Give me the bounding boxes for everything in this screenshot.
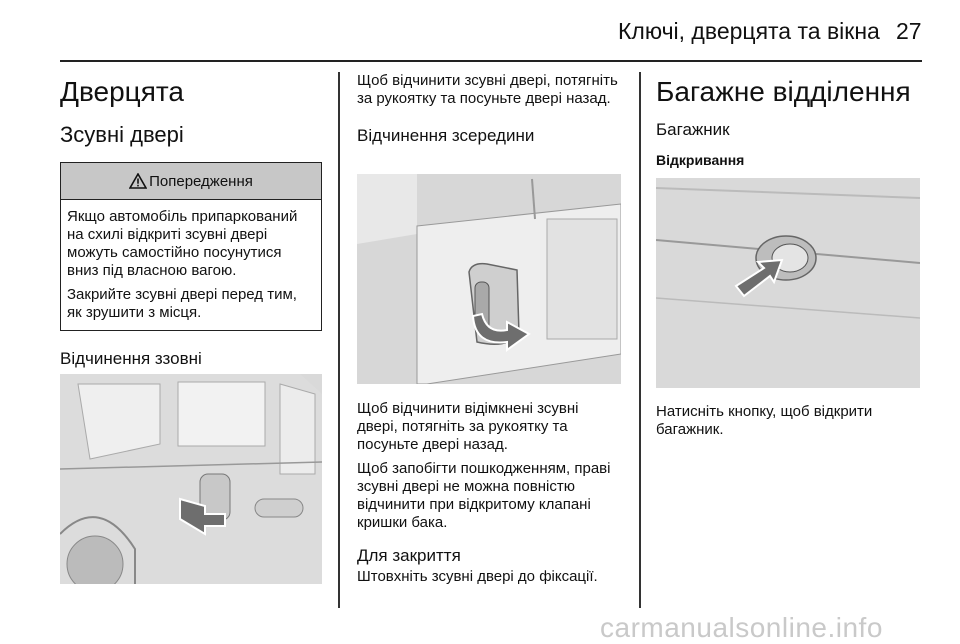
column-3 (656, 72, 920, 168)
header-rule (60, 60, 922, 62)
column-2 (357, 72, 621, 146)
warning-body (61, 200, 321, 330)
warning-triangle-icon (129, 173, 147, 189)
page-header (0, 0, 960, 62)
outside-opening-heading: Відчинення ззовні (60, 349, 202, 368)
watermark: carmanualsonline.info (600, 612, 883, 643)
closing-text: Штовхніть зсувні двері до фіксації. (357, 568, 598, 585)
header-title: Ключі, дверцята та вікна (618, 18, 880, 44)
warning-text-1: Якщо автомобіль припаркований на схилі відкриті зсувні двері можуть самостійно посунутися вниз під власною вагою. (67, 208, 298, 279)
section-subtitle: Зсувні двері (60, 122, 184, 147)
damage-warning-text: Щоб запобігти пошкодженням, праві зсувні двері не можна повністю відчинити при відкритому клапані кришки бака. (357, 460, 611, 531)
trunk-opening-text: Натисніть кнопку, щоб відкрити багажник. (656, 403, 873, 438)
column-divider-2 (639, 72, 641, 608)
trunk-button-illustration (656, 178, 920, 388)
warning-text-2: Закрийте зсувні двері перед тим, як зрушити з місця. (67, 286, 297, 321)
warning-label: Попередження (149, 172, 253, 190)
column-2-lower (357, 400, 621, 586)
inside-opening-text: Щоб відчинити відімкнені зсувні двері, потягніть за рукоятку та посуньте двері назад. (357, 400, 579, 453)
outside-opening-text: Щоб відчинити зсувні двері, потягніть за рукоятку та посуньте двері назад. (357, 72, 618, 107)
trunk-section-title: Багажне відділення (656, 76, 911, 107)
column-3-lower (656, 403, 920, 439)
warning-header (61, 163, 321, 200)
section-title: Дверцята (60, 76, 184, 107)
warning-box (60, 162, 322, 331)
inside-door-handle-illustration (357, 174, 621, 384)
outside-door-handle-illustration (60, 374, 322, 584)
inside-opening-heading: Відчинення зсередини (357, 126, 535, 145)
trunk-opening-heading: Відкривання (656, 152, 745, 168)
column-1 (60, 72, 322, 369)
page-number: 27 (896, 18, 922, 44)
closing-heading: Для закриття (357, 546, 461, 565)
column-divider-1 (338, 72, 340, 608)
trunk-subtitle: Багажник (656, 120, 730, 139)
